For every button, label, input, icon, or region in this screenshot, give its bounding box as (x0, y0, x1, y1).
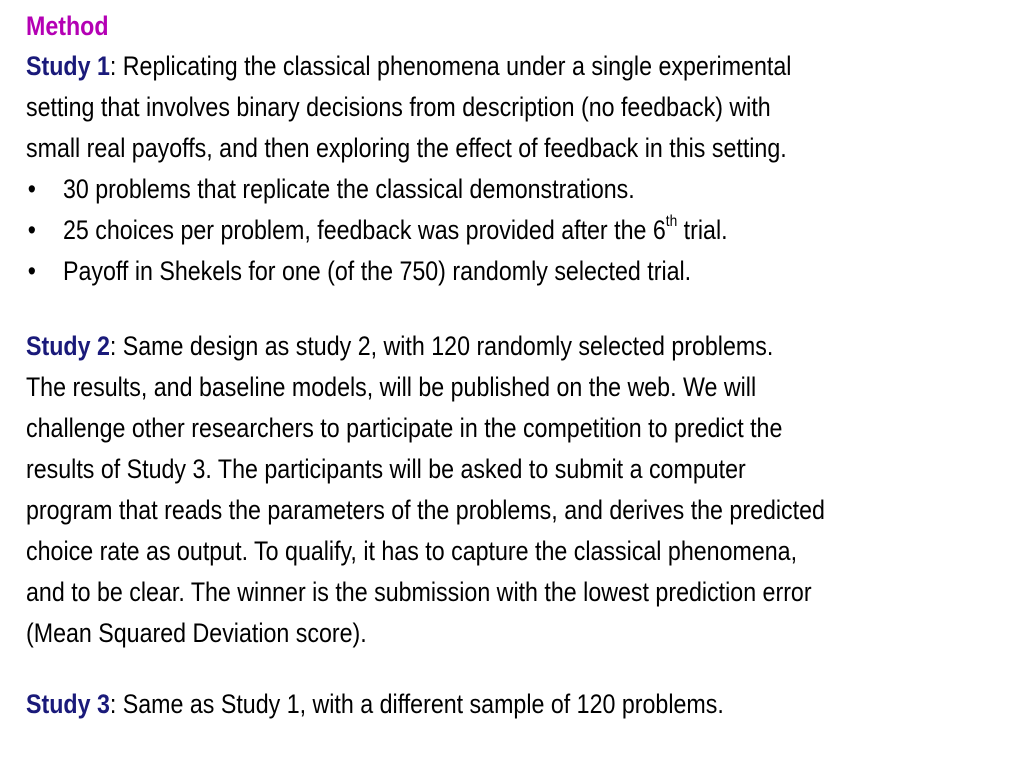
bullet-glyph: • (27, 215, 36, 245)
spacer (26, 292, 1006, 326)
study2-line-8: (Mean Squared Deviation score). (26, 618, 367, 648)
study1-paragraph (26, 46, 1006, 169)
bullet-text-after: trial. (677, 215, 728, 245)
study2-line-1: : Same design as study 2, with 120 randomly selected problems. (109, 331, 774, 361)
study1-line-1: : Replicating the classical phenomena under a single experimental (109, 51, 792, 81)
bullet-text-before: 25 choices per problem, feedback was provided after the 6 (62, 215, 666, 245)
study2-line-4: results of Study 3. The participants will be asked to submit a computer (26, 454, 746, 484)
bullet-glyph: • (27, 256, 36, 286)
study1-line-2: setting that involves binary decisions from description (no feedback) with (26, 92, 771, 122)
superscript-th: th (665, 213, 678, 230)
study3-paragraph (26, 684, 1006, 725)
study2-label: Study 2 (26, 331, 110, 361)
study1-bullet-list (26, 169, 1006, 292)
study1-label: Study 1 (26, 51, 110, 81)
method-heading: Method (26, 11, 109, 41)
study2-line-7: and to be clear. The winner is the submission with the lowest prediction error (26, 577, 812, 607)
study2-paragraph (26, 326, 1006, 654)
bullet-text: Payoff in Shekels for one (of the 750) randomly selected trial. (62, 256, 692, 286)
spacer (26, 654, 1006, 684)
bullet-item (26, 169, 1006, 210)
study2-line-6: choice rate as output. To qualify, it has to capture the classical phenomena, (26, 536, 798, 566)
bullet-glyph: • (27, 174, 36, 204)
slide-content (26, 6, 1006, 725)
study3-label: Study 3 (26, 689, 110, 719)
study3-text: : Same as Study 1, with a different sample of 120 problems. (109, 689, 724, 719)
study2-line-5: program that reads the parameters of the problems, and derives the predicted (26, 495, 825, 525)
study2-line-2: The results, and baseline models, will be published on the web. We will (26, 372, 757, 402)
study1-line-3: small real payoffs, and then exploring the effect of feedback in this setting. (26, 133, 787, 163)
bullet-text: 30 problems that replicate the classical demonstrations. (62, 174, 635, 204)
bullet-item (26, 251, 1006, 292)
bullet-item (26, 210, 1006, 251)
study2-line-3: challenge other researchers to participate in the competition to predict the (26, 413, 783, 443)
